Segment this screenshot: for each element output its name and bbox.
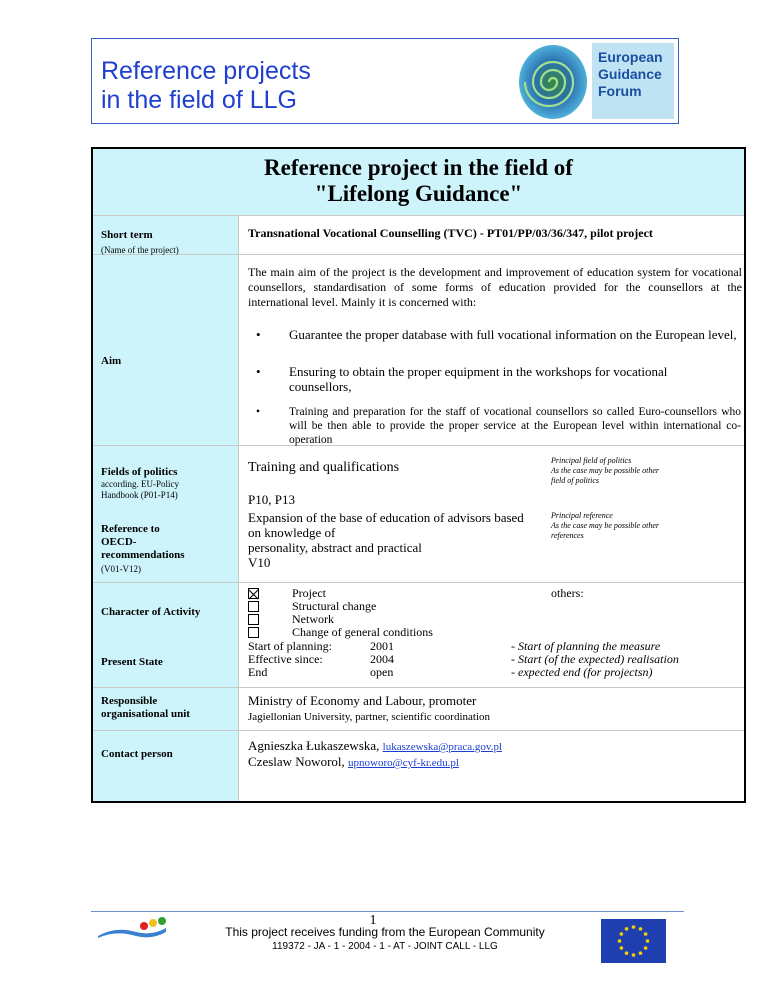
short-term-label — [101, 229, 179, 256]
oecd-label — [101, 523, 185, 575]
header-title-line1: Reference projects — [101, 57, 311, 85]
checkbox-network[interactable] — [248, 614, 259, 625]
bullet-dot: • — [256, 364, 261, 379]
state-value-end: open — [370, 665, 394, 679]
fields-note1: Principal field of politics — [551, 456, 632, 465]
contact-label: Contact person — [101, 748, 173, 760]
responsible-label-1: Responsible — [101, 695, 158, 707]
fields-label-text: Fields of politics — [101, 466, 178, 478]
oecd-label-1: Reference to — [101, 523, 160, 535]
logo-text-3: Forum — [598, 83, 642, 99]
fields-value: Training and qualifications — [248, 460, 400, 475]
contact-row-2 — [248, 754, 459, 771]
fields-sub1: according. EU-Policy — [101, 479, 179, 489]
footer-rule — [91, 911, 684, 912]
state-value-effective: 2004 — [370, 652, 394, 666]
form-title — [93, 149, 744, 215]
row-divider — [93, 687, 744, 688]
swirl-logo-icon — [514, 43, 592, 121]
header-banner — [91, 38, 679, 124]
oecd-sub: (V01-V12) — [101, 564, 141, 574]
eu-star-icon — [644, 946, 648, 950]
egf-logo — [592, 43, 674, 119]
checkbox-structural-change[interactable] — [248, 601, 259, 612]
oecd-value-2: on knowledge of — [248, 525, 336, 540]
eu-star-icon — [646, 939, 650, 943]
oecd-note1: Principal reference — [551, 511, 613, 520]
column-divider — [238, 215, 239, 801]
aim-bullet-text: Training and preparation for the staff of vocational counsellors so called Euro-counsellors who will be then able to provide the proper service at the European level within international co-operation — [289, 406, 741, 446]
state-note-end: - expected end (for projectsn) — [511, 665, 653, 679]
state-key-start: Start of planning: — [248, 639, 332, 653]
aim-label: Aim — [101, 355, 122, 367]
character-label: Character of Activity — [101, 606, 201, 618]
oecd-label-2: OECD- — [101, 536, 137, 548]
checkbox-project[interactable] — [248, 588, 259, 599]
funding-note: This project receives funding from the European Community — [225, 925, 545, 939]
fields-note2: As the case may be possible other — [551, 466, 659, 475]
logo-text-1: European — [598, 49, 663, 65]
contact-email-link-1[interactable]: lukaszewska@praca.gov.pl — [382, 741, 503, 753]
eu-star-icon — [632, 925, 636, 929]
state-note-start: - Start of planning the measure — [511, 639, 661, 653]
contact-email-link-2[interactable]: upnoworo@cyf-kr.edu.pl — [348, 757, 459, 769]
contact-name-1: Agnieszka Łukaszewska, — [248, 738, 380, 753]
short-term-label-text: Short term — [101, 229, 153, 241]
row-divider — [93, 730, 744, 731]
reference-form — [91, 147, 746, 803]
form-title-line1: Reference project in the field of — [264, 155, 573, 180]
eu-flag-icon — [601, 919, 666, 963]
option-network: Network — [292, 612, 334, 626]
eu-star-icon — [644, 932, 648, 936]
state-key-end: End — [248, 665, 268, 679]
option-project: Project — [292, 586, 326, 600]
bullet-dot: • — [256, 406, 261, 418]
checkbox-general-conditions[interactable] — [248, 627, 259, 638]
bullet-dot: • — [256, 327, 261, 342]
form-title-line2: "Lifelong Guidance" — [314, 181, 523, 206]
eu-star-icon — [618, 939, 622, 943]
oecd-value-3: personality, abstract and practical — [248, 540, 422, 555]
row-divider — [93, 215, 744, 216]
eu-star-icon — [625, 927, 629, 931]
aim-bullet-text: Guarantee the proper database with full vocational information on the European level, — [289, 327, 737, 342]
option-general-conditions: Change of general conditions — [292, 625, 433, 639]
option-structural-change: Structural change — [292, 599, 377, 613]
header-title — [101, 57, 401, 115]
eu-star-icon — [639, 927, 643, 931]
aim-bullet-1 — [256, 327, 739, 342]
oecd-label-3: recommendations — [101, 549, 185, 561]
eu-star-icon — [625, 951, 629, 955]
state-note-effective: - Start (of the expected) realisation — [511, 652, 679, 666]
project-reference: 119372 - JA - 1 - 2004 - 1 - AT - JOINT CALL - LLG — [272, 941, 498, 952]
responsible-line-2: Jagiellonian University, partner, scientific coordination — [248, 711, 490, 723]
logo-text-2: Guidance — [598, 66, 662, 82]
oecd-value-4: V10 — [248, 555, 271, 570]
fields-sub2: Handbook (P01-P14) — [101, 490, 178, 500]
oecd-note3: references — [551, 531, 584, 540]
header-title-line2: in the field of LLG — [101, 86, 297, 114]
others-label: others: — [551, 586, 584, 600]
aim-bullet-3 — [256, 405, 741, 447]
aim-bullet-2 — [256, 364, 709, 394]
short-term-sub: (Name of the project) — [101, 245, 179, 255]
row-divider — [93, 254, 744, 255]
state-value-start: 2001 — [370, 639, 394, 653]
aim-intro: The main aim of the project is the development and improvement of education system for vocational counsellors, standardisation of some forms of education provided for the counsellors at the international level. Mainly it is concerned with: — [248, 265, 742, 309]
oecd-value-1: Expansion of the base of education of advisors based — [248, 510, 524, 525]
page-number: 1 — [369, 913, 377, 928]
eu-star-icon — [632, 953, 636, 957]
eu-star-icon — [620, 932, 624, 936]
oecd-note2: As the case may be possible other — [551, 521, 659, 530]
contact-row-1 — [248, 738, 502, 755]
responsible-line-1: Ministry of Economy and Labour, promoter — [248, 693, 477, 708]
state-key-effective: Effective since: — [248, 652, 323, 666]
fields-label — [101, 466, 179, 501]
fields-note3: field of politics — [551, 476, 599, 485]
aim-bullet-text: Ensuring to obtain the proper equipment in the workshops for vocational counsellors, — [289, 364, 668, 394]
responsible-label-2: organisational unit — [101, 708, 190, 720]
eu-star-icon — [639, 951, 643, 955]
row-divider — [93, 582, 744, 583]
fields-codes: P10, P13 — [248, 492, 295, 507]
short-term-value: Transnational Vocational Counselling (TVC) - PT01/PP/03/36/347, pilot project — [248, 226, 653, 240]
eu-star-icon — [620, 946, 624, 950]
partner-logo-icon — [96, 914, 168, 940]
contact-name-2: Czeslaw Noworol, — [248, 754, 345, 769]
responsible-label — [101, 695, 190, 721]
present-state-label: Present State — [101, 656, 163, 668]
